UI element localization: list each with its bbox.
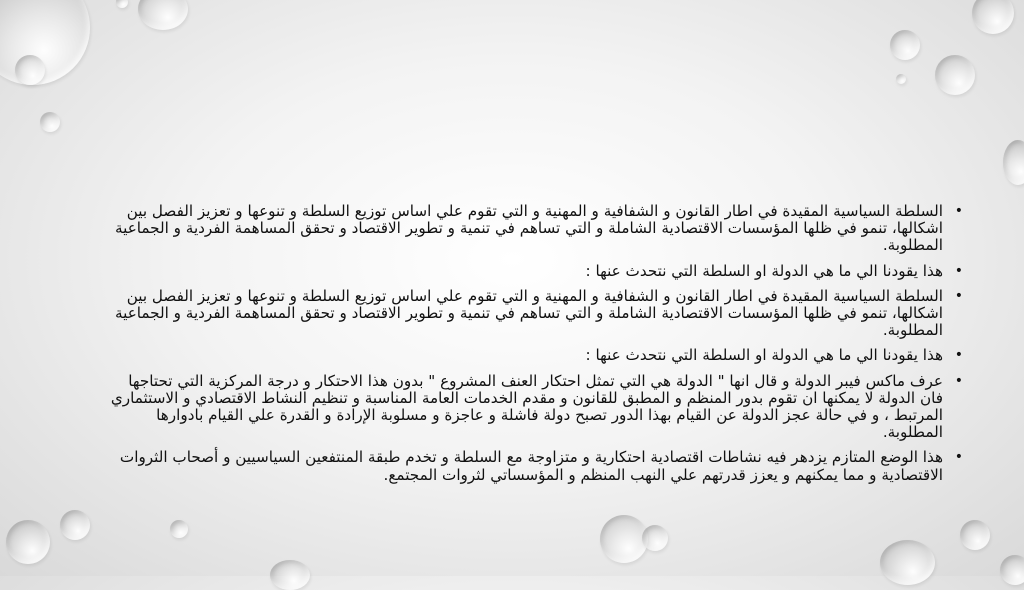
bullet-marker: •	[954, 203, 963, 219]
bullet-item	[110, 449, 965, 483]
water-drop-decoration	[138, 0, 188, 30]
water-drop-decoration	[880, 540, 935, 585]
bullet-text: هذا يقودنا الي ما هي الدولة او السلطة التي نتحدث عنها :	[585, 261, 943, 280]
water-drop-decoration	[6, 520, 50, 564]
water-drop-decoration	[170, 520, 188, 538]
water-drop-decoration	[15, 55, 45, 85]
bullet-text: عرف ماكس فيبر الدولة و قال انها " الدولة هي التي تمثل احتكار العنف المشروع " بدون هذا الاحتكار و درجة المركزية التي تحتاجها فان الدولة لا يمكنها ان تقوم بدور المنظم و المطبق للقانون و مقدم الخدمات العامة المناسبة و تنظيم النشاط الاقتصادي و الاستثماري المرتبط ، و في حالة عجز الدولة عن القيام بهذا الدور تصبح دولة فاشلة و عاجزة و مسلوبة الإرادة و القدرة علي القيام بادوارها المطلوبة.	[110, 371, 943, 442]
bullet-item	[110, 288, 965, 340]
water-drop-decoration	[935, 55, 975, 95]
bullet-marker: •	[954, 287, 963, 304]
water-drop-decoration	[890, 30, 920, 60]
bullet-item	[110, 203, 965, 255]
bullet-text: السلطة السياسية المقيدة في اطار القانون و الشفافية و المهنية و التي تقوم علي اساس توزيع السلطة و تنوعها و تعزيز الفصل بين اشكالها، تنمو في ظلها المؤسسات الاقتصادية الشاملة و التي تساهم في تنمية و تطوير الاقتصاد و تحقق المساهمة الفردية و الجماعية المطلوبة.	[114, 202, 943, 255]
bullet-marker: •	[954, 372, 963, 389]
water-drop-decoration	[1003, 140, 1024, 185]
water-drop-decoration	[116, 0, 128, 8]
water-drop-decoration	[600, 515, 648, 563]
water-drop-decoration	[642, 525, 668, 551]
water-drop-decoration	[40, 112, 60, 132]
water-drop-decoration	[896, 74, 906, 84]
water-drop-decoration	[0, 0, 90, 85]
bullet-marker: •	[954, 262, 963, 279]
water-drop-decoration	[972, 0, 1014, 34]
bullet-text: السلطة السياسية المقيدة في اطار القانون و الشفافية و المهنية و التي تقوم علي اساس توزيع السلطة و تنوعها و تعزيز الفصل بين اشكالها، تنمو في ظلها المؤسسات الاقتصادية الشاملة و التي تساهم في تنمية و تطوير الاقتصاد و تحقق المساهمة الفردية و الجماعية المطلوبة.	[114, 286, 943, 340]
bullet-item	[110, 373, 965, 442]
bullet-text: هذا يقودنا الي ما هي الدولة او السلطة التي نتحدث عنها :	[585, 346, 943, 365]
water-drop-decoration	[960, 520, 990, 550]
water-drop-decoration	[270, 560, 310, 590]
bullet-marker: •	[954, 347, 963, 364]
bullet-text: هذا الوضع المتازم يزدهر فيه نشاطات اقتصادية احتكارية و متزاوجة مع السلطة و تخدم طبقة المنتفعين السياسيين و أصحاب الثروات الاقتصادية و مما يمكنهم و يعزز قدرتهم علي النهب المنظم و المؤسساتي لثروات المجتمع.	[119, 448, 943, 484]
bullet-marker: •	[954, 449, 963, 466]
bullet-item	[110, 347, 965, 364]
slide-body	[110, 203, 965, 492]
bullet-item	[110, 263, 965, 280]
water-drop-decoration	[60, 510, 90, 540]
water-drop-decoration	[1000, 555, 1024, 585]
